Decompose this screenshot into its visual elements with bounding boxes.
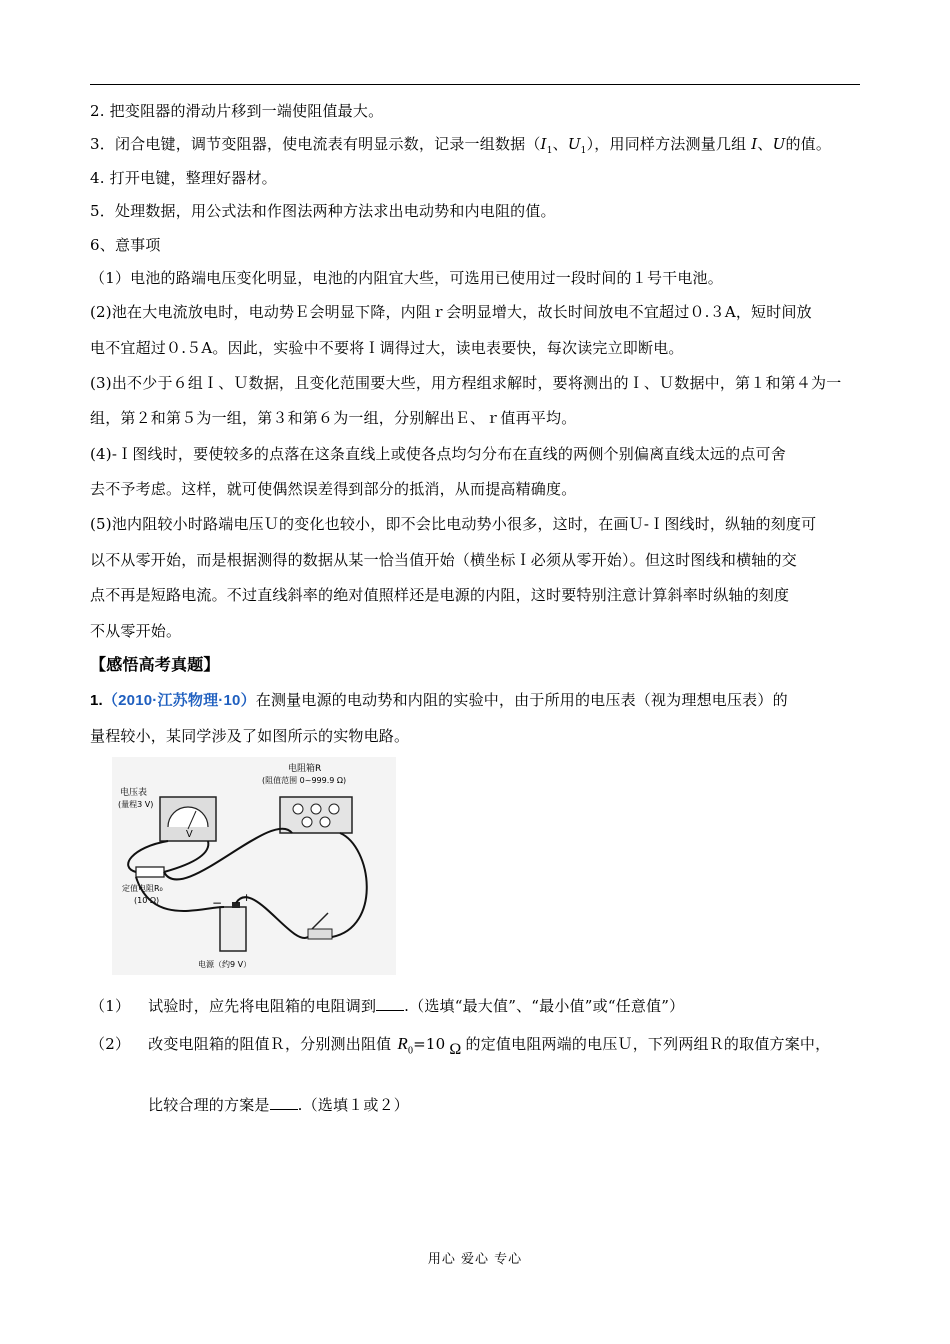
step-4: 4. 打开电键，整理好器材。 (90, 169, 277, 187)
voltmeter-range: (量程3 V) (118, 800, 154, 809)
sub-question-1 (90, 996, 684, 1016)
note-2b: 电不宜超过０.５A。因此，实验中不要将Ｉ调得过大，读电表要快，每次读完立即断电。 (90, 339, 684, 357)
step-3 (90, 134, 831, 161)
answer-blank-1[interactable] (376, 996, 404, 1011)
voltmeter-icon (160, 797, 216, 841)
symbol-r: R (397, 1034, 408, 1053)
voltmeter-label: 电压表 (120, 788, 148, 798)
var-u: U (772, 135, 786, 153)
sub-1: 1 (546, 146, 553, 156)
step-5: 5．处理数据，用公式法和作图法两种方法求出电动势和内电阻的值。 (90, 202, 556, 220)
fixed-resistor-label: 定值电阻R₀ (122, 884, 163, 893)
question-text: 在测量电源的电动势和内阻的实验中，由于所用的电压表（视为理想电压表）的 (255, 691, 788, 709)
battery-plus: + (242, 891, 252, 904)
resistance-value: =10 (413, 1035, 446, 1053)
resistor-box-range: (阻值范围 0~999.9 Ω) (262, 776, 347, 785)
notes-heading: 6、意事项 (90, 236, 161, 254)
battery-minus: − (212, 896, 223, 910)
question-1-line1 (90, 690, 788, 711)
header-rule (90, 84, 860, 85)
mid: 、 (757, 135, 773, 153)
resistor-box-label: 电阻箱R (288, 764, 322, 774)
var-i1: I (540, 135, 547, 153)
var-i: I (751, 135, 758, 153)
step-2: 2. 把变阻器的滑动片移到一端使阻值最大。 (90, 102, 384, 120)
source-label: 电源（约9 V） (198, 960, 252, 969)
sub2-text-2: 的定值电阻两端的电压Ｕ，下列两组Ｒ的取值方案中， (465, 1035, 831, 1053)
sub2-text: 改变电阻箱的阻值Ｒ，分别测出阻值 (148, 1035, 392, 1053)
sub-question-2 (90, 1034, 830, 1061)
question-number: 1. (90, 692, 103, 709)
var-u1: U (567, 135, 581, 153)
note-5d: 不从零开始。 (90, 622, 182, 640)
tail: ），用同样方法测量几组 (586, 135, 752, 153)
note-5c: 点不再是短路电流。不过直线斜率的绝对值照样还是电源的内阻，这时要特别注意计算斜率时纵轴的刻度 (90, 586, 790, 604)
sep: 、 (552, 135, 568, 153)
note-4b: 去不予考虑。这样，就可使偶然误差得到部分的抵消，从而提高精确度。 (90, 480, 577, 498)
fixed-resistor-icon (136, 867, 164, 877)
circuit-figure (112, 757, 396, 975)
symbol-sub: 0 (407, 1045, 414, 1057)
note-3b: 组，第２和第５为一组，第３和第６为一组，分别解出Ｅ、ｒ值再平均。 (90, 409, 577, 427)
fixed-resistor-value: (10 Ω) (134, 896, 160, 905)
sub-question-2-line2 (148, 1095, 409, 1115)
sub-2: 1 (580, 146, 587, 156)
page-footer: 用心 爱心 专心 (427, 1252, 523, 1267)
sub2-number: （2） (90, 1035, 131, 1053)
resistor-box-icon (280, 797, 352, 833)
section-title: 【感悟高考真题】 (90, 655, 220, 674)
question-1-line2: 量程较小，某同学涉及了如图所示的实物电路。 (90, 727, 410, 745)
sub1-number: （1） (90, 997, 131, 1015)
note-1: （1）电池的路端电压变化明显，电池的内阻宜大些，可选用已使用过一段时间的１号干电池。 (90, 269, 723, 287)
sub1-text: 试验时，应先将电阻箱的电阻调到 (148, 997, 377, 1015)
sub2-line2-options: .（选填１或２） (297, 1096, 409, 1114)
end: 的值。 (785, 135, 832, 153)
step-3-text: 3．闭合电键，调节变阻器，使电流表有明显示数，记录一组数据（ (90, 135, 541, 153)
answer-blank-2[interactable] (270, 1095, 298, 1110)
sub2-line2-text: 比较合理的方案是 (148, 1096, 270, 1114)
meter-letter: V (186, 829, 193, 840)
note-3a: (3)出不少于６组Ｉ、Ｕ数据，且变化范围要大些，用方程组求解时，要将测出的Ｉ、Ｕ数据中，第１和第４为一 (90, 374, 842, 392)
note-2a: (2)池在大电流放电时，电动势Ｅ会明显下降，内阻ｒ会明显增大，故长时间放电不宜超过０.３A，短时间放 (90, 303, 812, 321)
battery-icon (220, 902, 246, 951)
note-5a: (5)池内阻较小时路端电压Ｕ的变化也较小，即不会比电动势小很多，这时，在画Ｕ-Ｉ图线时，纵轴的刻度可 (90, 515, 817, 533)
symbol-r0 (397, 1034, 414, 1057)
note-4a: (4)-Ｉ图线时，要使较多的点落在这条直线上或使各点均匀分布在直线的两侧个别偏离直线太远的点可舍 (90, 445, 786, 463)
question-source: （2010·江苏物理·10） (102, 692, 256, 709)
sub1-options: .（选填“最大值”、“最小值”或“任意值”） (404, 997, 685, 1015)
ohm-unit: Ω (449, 1041, 462, 1058)
note-5b: 以不从零开始，而是根据测得的数据从某一恰当值开始（横坐标Ｉ必须从零开始）。但这时图线和横轴的交 (90, 551, 797, 569)
